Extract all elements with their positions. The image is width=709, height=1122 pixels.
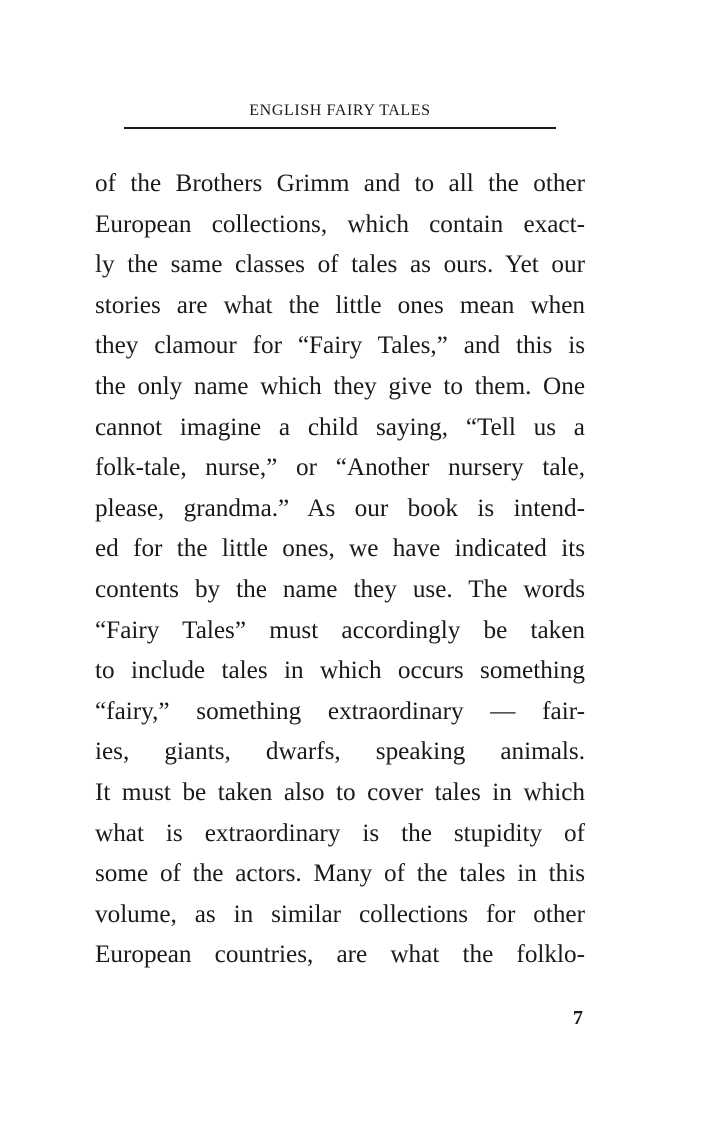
text-line: ies, giants, dwarfs, speaking animals. xyxy=(95,738,585,766)
text-line: what is extraordinary is the stupidity of xyxy=(95,819,585,847)
text-line: European countries, are what the folklo- xyxy=(95,941,585,969)
text-line: ly the same classes of tales as ours. Yet our xyxy=(95,251,585,279)
body-text xyxy=(95,164,585,976)
text-line: folk-tale, nurse,” or “Another nursery tale, xyxy=(95,454,585,482)
text-line: contents by the name they use. The words xyxy=(95,575,585,603)
text-line: cannot imagine a child saying, “Tell us a xyxy=(95,413,585,441)
text-line: ed for the little ones, we have indicated its xyxy=(95,535,585,563)
text-line: volume, as in similar collections for other xyxy=(95,900,585,928)
text-line: European collections, which contain exact- xyxy=(95,210,585,238)
text-line: the only name which they give to them. One xyxy=(95,372,585,400)
text-line: It must be taken also to cover tales in which xyxy=(95,778,585,806)
page-number: 7 xyxy=(573,1007,583,1029)
text-line: please, grandma.” As our book is intend- xyxy=(95,494,585,522)
header-rule xyxy=(124,127,556,129)
text-line: stories are what the little ones mean when xyxy=(95,291,585,319)
text-line: to include tales in which occurs something xyxy=(95,657,585,685)
text-line: they clamour for “Fairy Tales,” and this is xyxy=(95,332,585,360)
text-line: “Fairy Tales” must accordingly be taken xyxy=(95,616,585,644)
text-line: “fairy,” something extraordinary — fair- xyxy=(95,697,585,725)
text-line: of the Brothers Grimm and to all the other xyxy=(95,170,585,197)
running-head: ENGLISH FAIRY TALES xyxy=(249,102,431,119)
text-line: some of the actors. Many of the tales in this xyxy=(95,860,585,888)
